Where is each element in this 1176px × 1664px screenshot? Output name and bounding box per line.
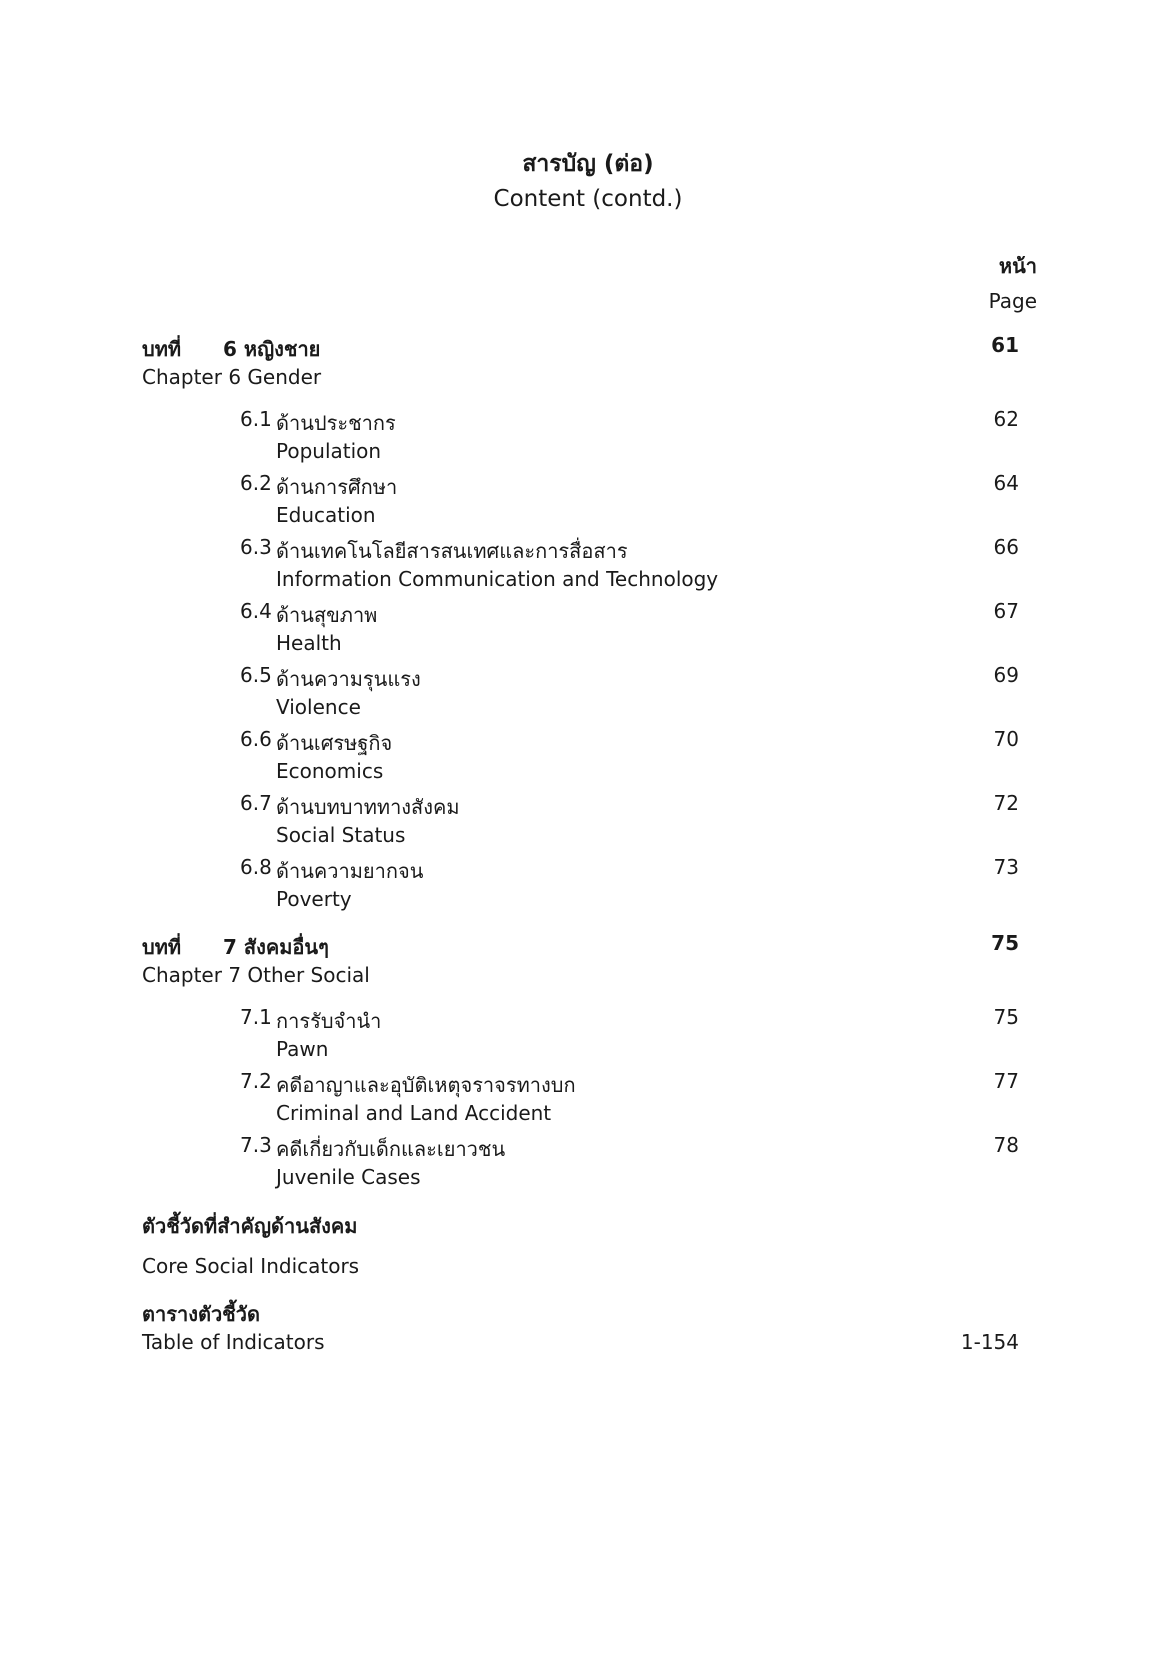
section-title-english: Population (276, 439, 382, 463)
chapter-7-title-english: Chapter 7 Other Social (142, 963, 370, 987)
section-number: 6.4 (240, 599, 272, 623)
section-title-thai: ด้านบทบาททางสังคม (276, 795, 460, 819)
chapter-6-title-english: Chapter 6 Gender (142, 365, 322, 389)
section-page: 77 (993, 1069, 1019, 1093)
section-page: 69 (993, 663, 1019, 687)
section-title-english: Social Status (276, 823, 406, 847)
chapter-6-label: บทที่ (142, 337, 182, 361)
title-thai: สารบัญ (ต่อ) (522, 151, 654, 177)
section-page: 73 (993, 855, 1019, 879)
section-number: 6.6 (240, 727, 272, 751)
section-title-thai: การรับจำนำ (276, 1009, 382, 1033)
section-title-english: Health (276, 631, 342, 655)
table-indicators-english: Table of Indicators (142, 1330, 325, 1354)
section-title-thai: ด้านเศรษฐกิจ (276, 731, 393, 755)
section-page: 72 (993, 791, 1019, 815)
section-page: 67 (993, 599, 1019, 623)
chapter-7-page: 75 (991, 931, 1019, 955)
chapter-7-label: บทที่ (142, 935, 182, 959)
section-title-thai: ด้านประชากร (276, 411, 396, 435)
section-title-thai: ด้านเทคโนโลยีสารสนเทศและการสื่อสาร (276, 539, 628, 563)
section-title-thai: ด้านความยากจน (276, 859, 424, 883)
section-number: 6.3 (240, 535, 272, 559)
section-page: 62 (993, 407, 1019, 431)
section-page: 70 (993, 727, 1019, 751)
section-title-english: Pawn (276, 1037, 329, 1061)
section-title-english: Criminal and Land Accident (276, 1101, 552, 1125)
chapter-6-page: 61 (991, 333, 1019, 357)
section-title-english: Education (276, 503, 376, 527)
section-number: 6.8 (240, 855, 272, 879)
section-title-thai: คดีอาญาและอุบัติเหตุจราจรทางบก (276, 1073, 576, 1097)
section-title-english: Poverty (276, 887, 352, 911)
core-indicators-english: Core Social Indicators (142, 1254, 360, 1278)
table-indicators-page: 1-154 (960, 1330, 1019, 1354)
chapter-6-title-thai: 6 หญิงชาย (223, 337, 321, 361)
section-number: 7.3 (240, 1133, 272, 1157)
section-page: 75 (993, 1005, 1019, 1029)
page-header-english: Page (988, 289, 1037, 313)
section-title-thai: ด้านสุขภาพ (276, 603, 378, 627)
section-page: 64 (993, 471, 1019, 495)
title-english: Content (contd.) (493, 186, 683, 212)
section-number: 6.2 (240, 471, 272, 495)
section-title-english: Economics (276, 759, 384, 783)
section-title-thai: ด้านความรุนแรง (276, 667, 421, 691)
page-header-thai: หน้า (998, 254, 1037, 278)
section-number: 7.1 (240, 1005, 272, 1029)
section-title-thai: คดีเกี่ยวกับเด็กและเยาวชน (276, 1137, 506, 1161)
section-page: 78 (993, 1133, 1019, 1157)
chapter-7-title-thai: 7 สังคมอื่นๆ (223, 935, 329, 959)
section-number: 7.2 (240, 1069, 272, 1093)
section-title-english: Information Communication and Technology (276, 567, 719, 591)
section-number: 6.1 (240, 407, 272, 431)
section-page: 66 (993, 535, 1019, 559)
core-indicators-thai: ตัวชี้วัดที่สำคัญด้านสังคม (142, 1214, 358, 1238)
table-indicators-thai: ตารางตัวชี้วัด (142, 1302, 260, 1326)
section-title-thai: ด้านการศึกษา (276, 475, 398, 499)
section-title-english: Violence (276, 695, 361, 719)
section-number: 6.7 (240, 791, 272, 815)
section-title-english: Juvenile Cases (276, 1165, 421, 1189)
section-number: 6.5 (240, 663, 272, 687)
